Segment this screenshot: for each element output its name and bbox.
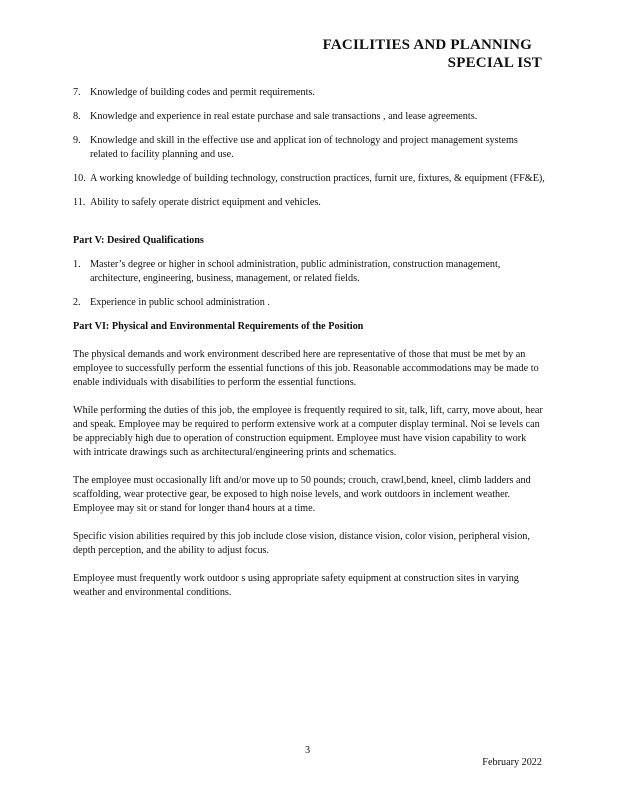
list-number: 10. <box>73 173 86 184</box>
list-text: Knowledge of building codes and permit requirements. <box>90 87 315 98</box>
list-item-1 <box>73 258 545 286</box>
list-number: 1. <box>73 259 81 270</box>
document-body <box>73 86 545 614</box>
paragraph-vision: Specific vision abilities required by this job include close vision, distance vision, color vision, peripheral vision, depth perception, and the ability to adjust focus. <box>73 531 530 556</box>
list-item-10 <box>73 172 545 186</box>
list-item-2 <box>73 296 545 310</box>
list-number: 2. <box>73 297 81 308</box>
list-number: 9. <box>73 135 81 146</box>
paragraph-outdoor-work: Employee must frequently work outdoor s using appropriate safety equipment at construction sites in varying weather and environmental conditions. <box>73 573 519 598</box>
list-text: Ability to safely operate district equipment and vehicles. <box>90 197 321 208</box>
header-title-line2: SPECIAL IST <box>447 55 542 71</box>
page-number: 3 <box>305 745 311 756</box>
list-item-9 <box>73 134 545 162</box>
paragraph-physical-demands: The physical demands and work environment described here are representative of those that must be met by an employee to successfully perform the essential functions of this job. Reasonable accommodations may be made to enable individuals with disabilities to perform the essential functions. <box>73 349 539 388</box>
header-title-line1: FACILITIES AND PLANNING <box>322 37 532 53</box>
list-item-8 <box>73 110 545 124</box>
list-text: Knowledge and skill in the effective use and applicat ion of technology and project management systems related to facility planning and use. <box>90 135 518 160</box>
list-text: A working knowledge of building technology, construction practices, furnit ure, fixtures, & equipment (FF&E), <box>90 173 545 184</box>
paragraph-lifting: The employee must occasionally lift and/or move up to 50 pounds; crouch, crawl,bend, kneel, climb ladders and scaffolding, wear protective gear, be exposed to high noise levels, and work outdoors in inclement weather. Employee may sit or stand for longer than4 hours at a time. <box>73 475 531 514</box>
section-title-part6: Part VI: Physical and Environmental Requirements of the Position <box>73 321 364 332</box>
list-number: 7. <box>73 87 81 98</box>
list-text: Master’s degree or higher in school administration, public administration, construction management, architecture, engineering, business, management, or related fields. <box>90 259 501 284</box>
section-title-part5: Part V: Desired Qualifications <box>73 235 204 246</box>
paragraph-duties: While performing the duties of this job, the employee is frequently required to sit, talk, lift, carry, move about, hear and speak. Employee may be required to perform extensive work at a computer display terminal. Noi se levels can be appreciably high due to operation of construction equipment. Employee must have vision capability to work with intricate drawings such as architectural/engineering prints and schematics. <box>73 405 543 458</box>
list-item-7 <box>73 86 545 100</box>
list-text: Experience in public school administration . <box>90 297 270 308</box>
document-header <box>323 36 542 72</box>
list-number: 11. <box>73 197 86 208</box>
list-text: Knowledge and experience in real estate purchase and sale transactions , and lease agreements. <box>90 111 478 122</box>
list-item-11 <box>73 196 545 210</box>
list-number: 8. <box>73 111 81 122</box>
footer-date: February 2022 <box>482 757 542 768</box>
